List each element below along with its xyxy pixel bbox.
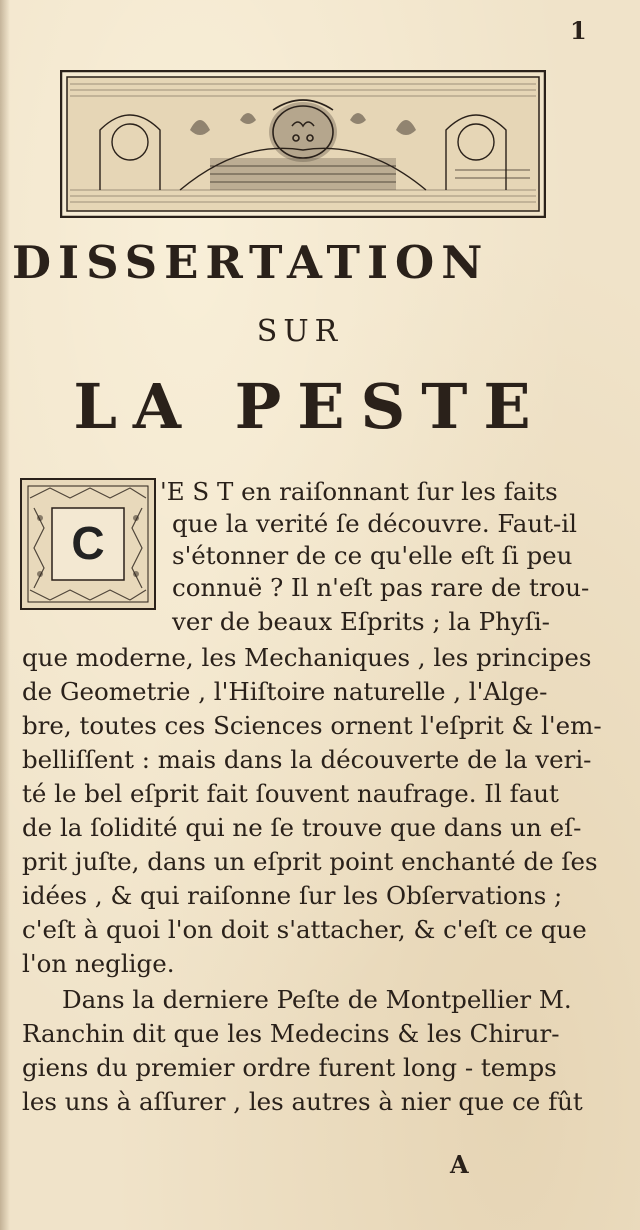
text-line: giens du premier ordre furent long - temps	[22, 1053, 557, 1082]
text-line: de la ſolidité qui ne ſe trouve que dans un eſ-	[22, 813, 582, 842]
text-line: ver de beaux Eſprits ; la Phyſi-	[172, 607, 550, 636]
text-line: Ranchin dit que les Medecins & les Chirur-	[22, 1019, 560, 1048]
text-line: bre, toutes ces Sciences ornent l'eſprit & l'em-	[22, 711, 602, 740]
title-la-peste: LA PESTE	[73, 370, 547, 443]
title-dissertation: DISSERTATION	[12, 236, 490, 289]
signature-mark: A	[450, 1150, 469, 1179]
text-line: les uns à aſſurer , les autres à nier que ce fût	[22, 1087, 583, 1116]
text-line: que la verité ſe découvre. Faut-il	[172, 509, 577, 538]
text-line: que moderne, les Mechaniques , les principes	[22, 643, 592, 672]
text-line: idées , & qui raiſonne ſur les Obſervations ;	[22, 881, 563, 910]
drop-cap-letter: C	[71, 517, 105, 569]
engraved-headpiece	[60, 70, 546, 218]
text-line: té le bel eſprit fait ſouvent naufrage. Il faut	[22, 779, 559, 808]
title-sur: SUR	[256, 314, 344, 349]
text-line: prit juſte, dans un eſprit point enchanté de ſes	[22, 847, 598, 876]
page-number: 1	[570, 16, 587, 45]
text-line: c'eſt à quoi l'on doit s'attacher, & c'eſt ce que	[22, 915, 587, 944]
text-line: 'E S T en raiſonnant ſur les faits	[160, 477, 558, 506]
text-line: l'on neglige.	[22, 949, 175, 978]
text-line: Dans la derniere Peſte de Montpellier M.	[62, 985, 572, 1014]
text-line: s'étonner de ce qu'elle eſt ſi peu	[172, 541, 573, 570]
page-edge-shadow	[0, 0, 10, 1230]
text-line: connuë ? Il n'eſt pas rare de trou-	[172, 573, 590, 602]
text-line: de Geometrie , l'Hiſtoire naturelle , l'Alge-	[22, 677, 548, 706]
text-line: belliſſent : mais dans la découverte de la veri-	[22, 745, 592, 774]
